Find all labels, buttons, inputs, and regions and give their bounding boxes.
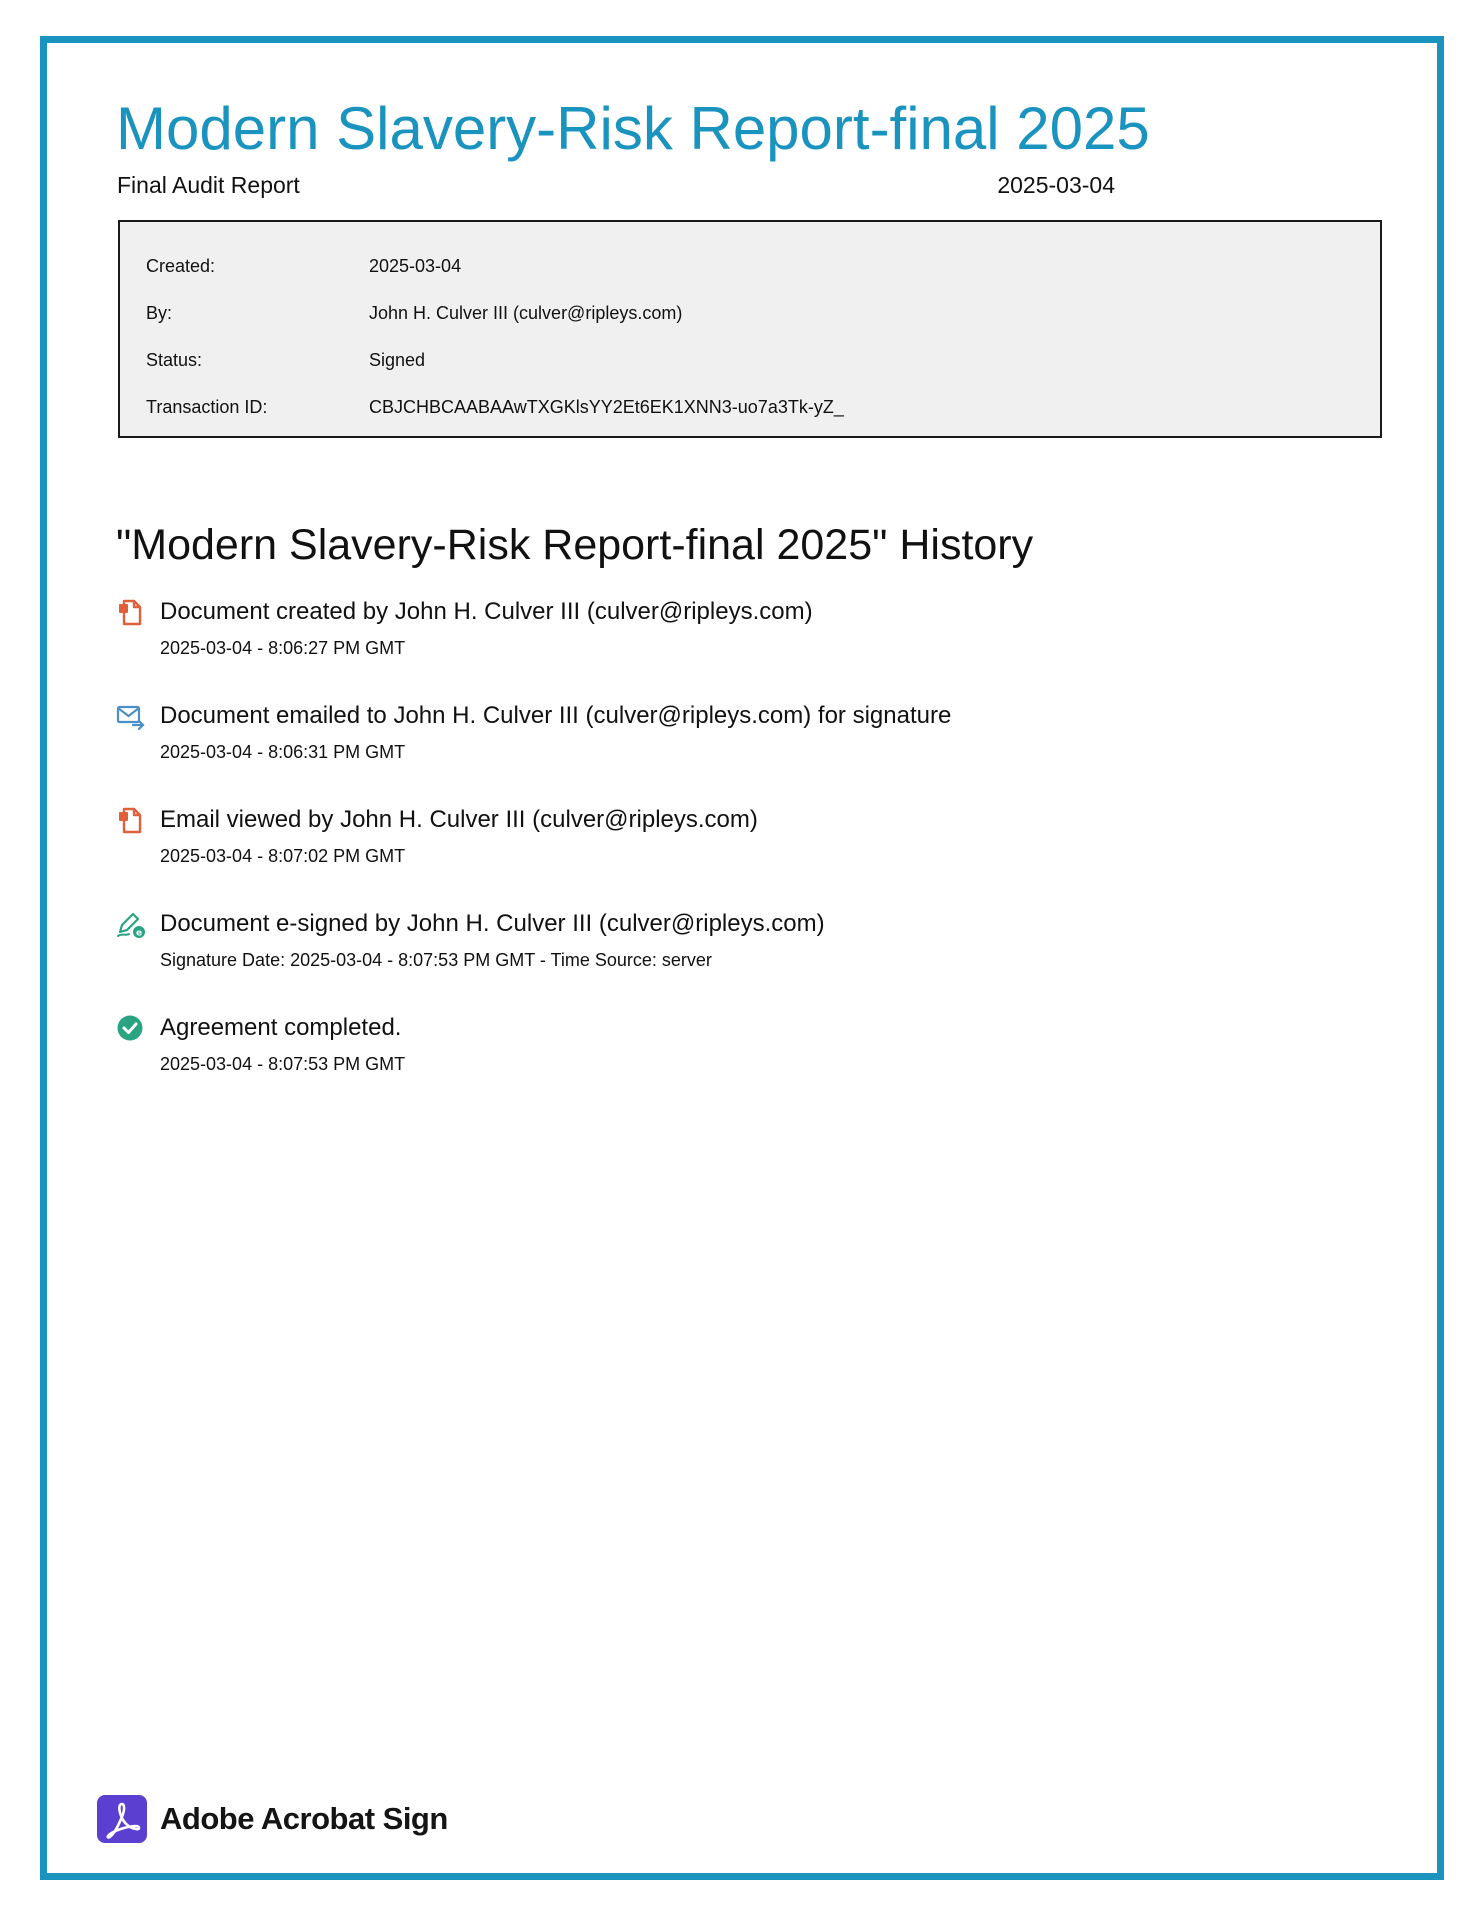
adobe-acrobat-sign-brand	[96, 1794, 448, 1844]
document-created-icon	[116, 598, 146, 628]
check-circle-icon	[116, 1014, 146, 1044]
info-label: Transaction ID:	[146, 397, 268, 417]
event-time: Signature Date: 2025-03-04 - 8:07:53 PM GMT - Time Source: server	[160, 950, 712, 970]
subtitle-row	[117, 172, 1115, 199]
adobe-acrobat-logo-icon	[96, 1794, 148, 1844]
svg-text:e: e	[135, 928, 143, 939]
info-row-created	[146, 256, 461, 277]
info-row-by	[146, 303, 682, 324]
info-value: CBJCHBCAABAAwTXGKlsYY2Et6EK1XNN3-uo7a3Tk-yZ_	[369, 397, 844, 417]
event-time: 2025-03-04 - 8:07:02 PM GMT	[160, 846, 406, 866]
event-time: 2025-03-04 - 8:06:27 PM GMT	[160, 638, 406, 658]
info-value: 2025-03-04	[369, 256, 462, 276]
info-value: Signed	[369, 350, 426, 370]
brand-name: Adobe Acrobat Sign	[160, 1801, 448, 1836]
info-label: By:	[146, 303, 173, 323]
report-date: 2025-03-04	[997, 172, 1115, 198]
event-title: Document emailed to John H. Culver III (culver@ripleys.com) for signature	[160, 702, 952, 729]
info-label: Created:	[146, 256, 216, 276]
info-box	[118, 220, 1382, 438]
history-heading: "Modern Slavery-Risk Report-final 2025" History	[116, 521, 1034, 569]
event-time: 2025-03-04 - 8:07:53 PM GMT	[160, 1054, 406, 1074]
email-sent-icon	[116, 702, 146, 732]
e-signed-pen-icon	[116, 910, 146, 940]
document-title: Modern Slavery-Risk Report-final 2025	[116, 95, 1150, 162]
email-viewed-icon	[116, 806, 146, 836]
info-row-status	[146, 350, 425, 371]
info-label: Status:	[146, 350, 203, 370]
event-title: Agreement completed.	[160, 1014, 402, 1041]
info-row-transaction-id	[146, 397, 844, 418]
event-title: Document e-signed by John H. Culver III (culver@ripleys.com)	[160, 910, 825, 937]
event-title: Email viewed by John H. Culver III (culver@ripleys.com)	[160, 806, 758, 833]
event-title: Document created by John H. Culver III (culver@ripleys.com)	[160, 598, 813, 625]
report-type: Final Audit Report	[117, 172, 300, 198]
event-time: 2025-03-04 - 8:06:31 PM GMT	[160, 742, 406, 762]
info-value: John H. Culver III (culver@ripleys.com)	[369, 303, 683, 323]
